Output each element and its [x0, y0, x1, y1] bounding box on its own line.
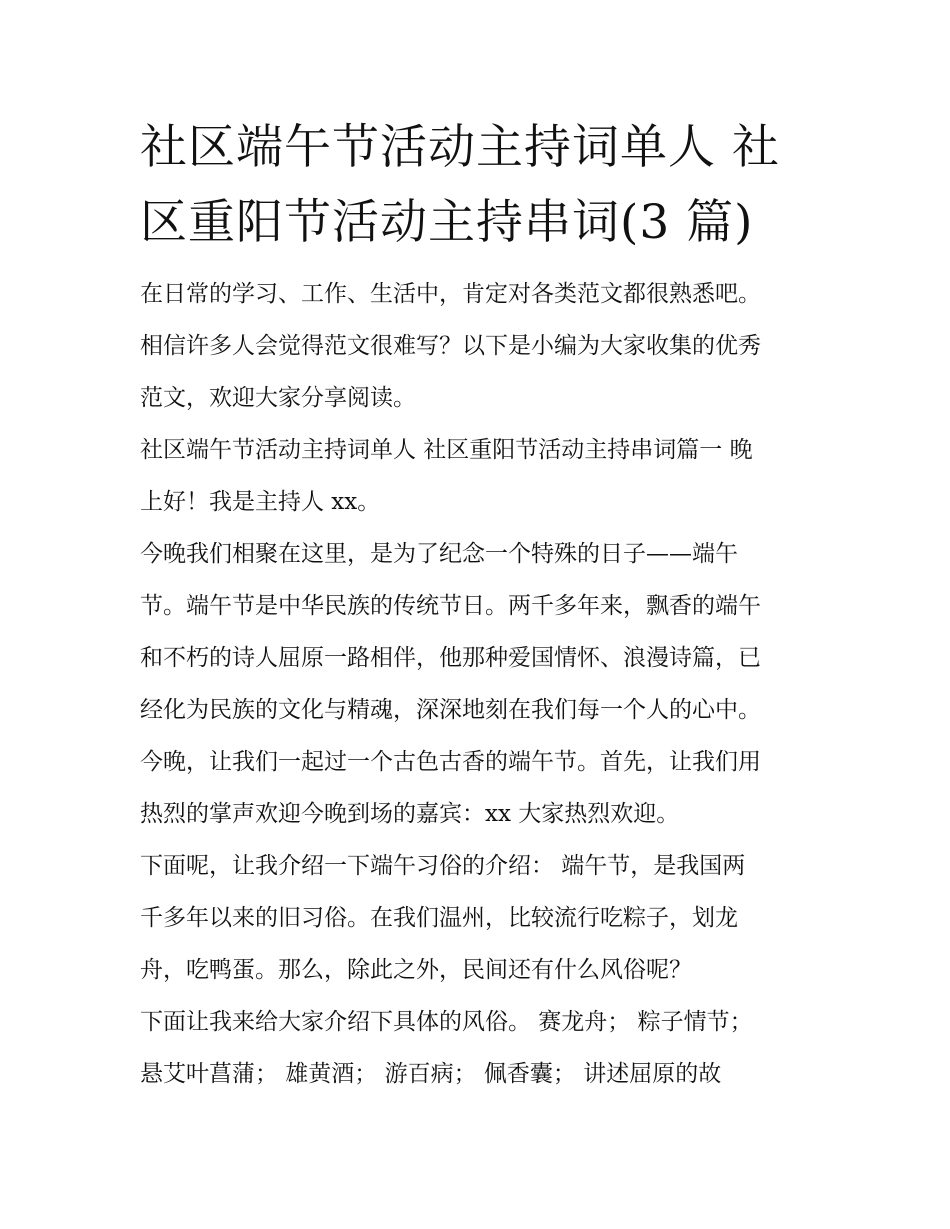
text-line: 在日常的学习、工作、生活中，肯定对各类范文都很熟悉吧。 — [140, 281, 761, 307]
text-line: 节。端午节是中华民族的传统节日。两千多年来，飘香的端午 — [140, 593, 761, 619]
text-line: 今晚，让我们一起过一个古色古香的端午节。首先，让我们用 — [140, 749, 761, 775]
customs-list-paragraph — [140, 996, 815, 1100]
document-page — [140, 110, 815, 1100]
opening-paragraph — [140, 528, 815, 840]
text-line: 经化为民族的文化与精魂，深深地刻在我们每一个人的心中。 — [140, 697, 761, 723]
text-line: 今晚我们相聚在这里，是为了纪念一个特殊的日子——端午 — [140, 541, 738, 567]
text-line: 热烈的掌声欢迎今晚到场的嘉宾：xx 大家热烈欢迎。 — [140, 801, 680, 827]
text-line: 相信许多人会觉得范文很难写？以下是小编为大家收集的优秀 — [140, 333, 761, 359]
intro-paragraph — [140, 268, 815, 424]
text-line: 社区端午节活动主持词单人 社区重阳节活动主持串词篇一 晚 — [140, 437, 753, 463]
text-line: 下面让我来给大家介绍下具体的风俗。 赛龙舟； 粽子情节； — [140, 1009, 753, 1035]
text-line: 千多年以来的旧习俗。在我们温州，比较流行吃粽子，划龙 — [140, 905, 738, 931]
text-line: 悬艾叶菖蒲； 雄黄酒； 游百病； 佩香囊； 讲述屈原的故 — [140, 1061, 722, 1087]
title-line: 区重阳节活动主持串词(3 篇) — [140, 195, 754, 250]
text-line: 下面呢，让我介绍一下端午习俗的介绍： 端午节，是我国两 — [140, 853, 746, 879]
text-line: 和不朽的诗人屈原一路相伴，他那种爱国情怀、浪漫诗篇，已 — [140, 645, 761, 671]
text-line: 范文，欢迎大家分享阅读。 — [140, 385, 416, 411]
title-line: 社区端午节活动主持词单人 社 — [140, 120, 780, 175]
text-line: 上好！我是主持人 xx。 — [140, 489, 381, 515]
customs-intro-paragraph — [140, 840, 815, 996]
greeting-paragraph — [140, 424, 815, 528]
text-line: 舟，吃鸭蛋。那么，除此之外，民间还有什么风俗呢？ — [140, 957, 692, 983]
document-title — [140, 110, 815, 260]
